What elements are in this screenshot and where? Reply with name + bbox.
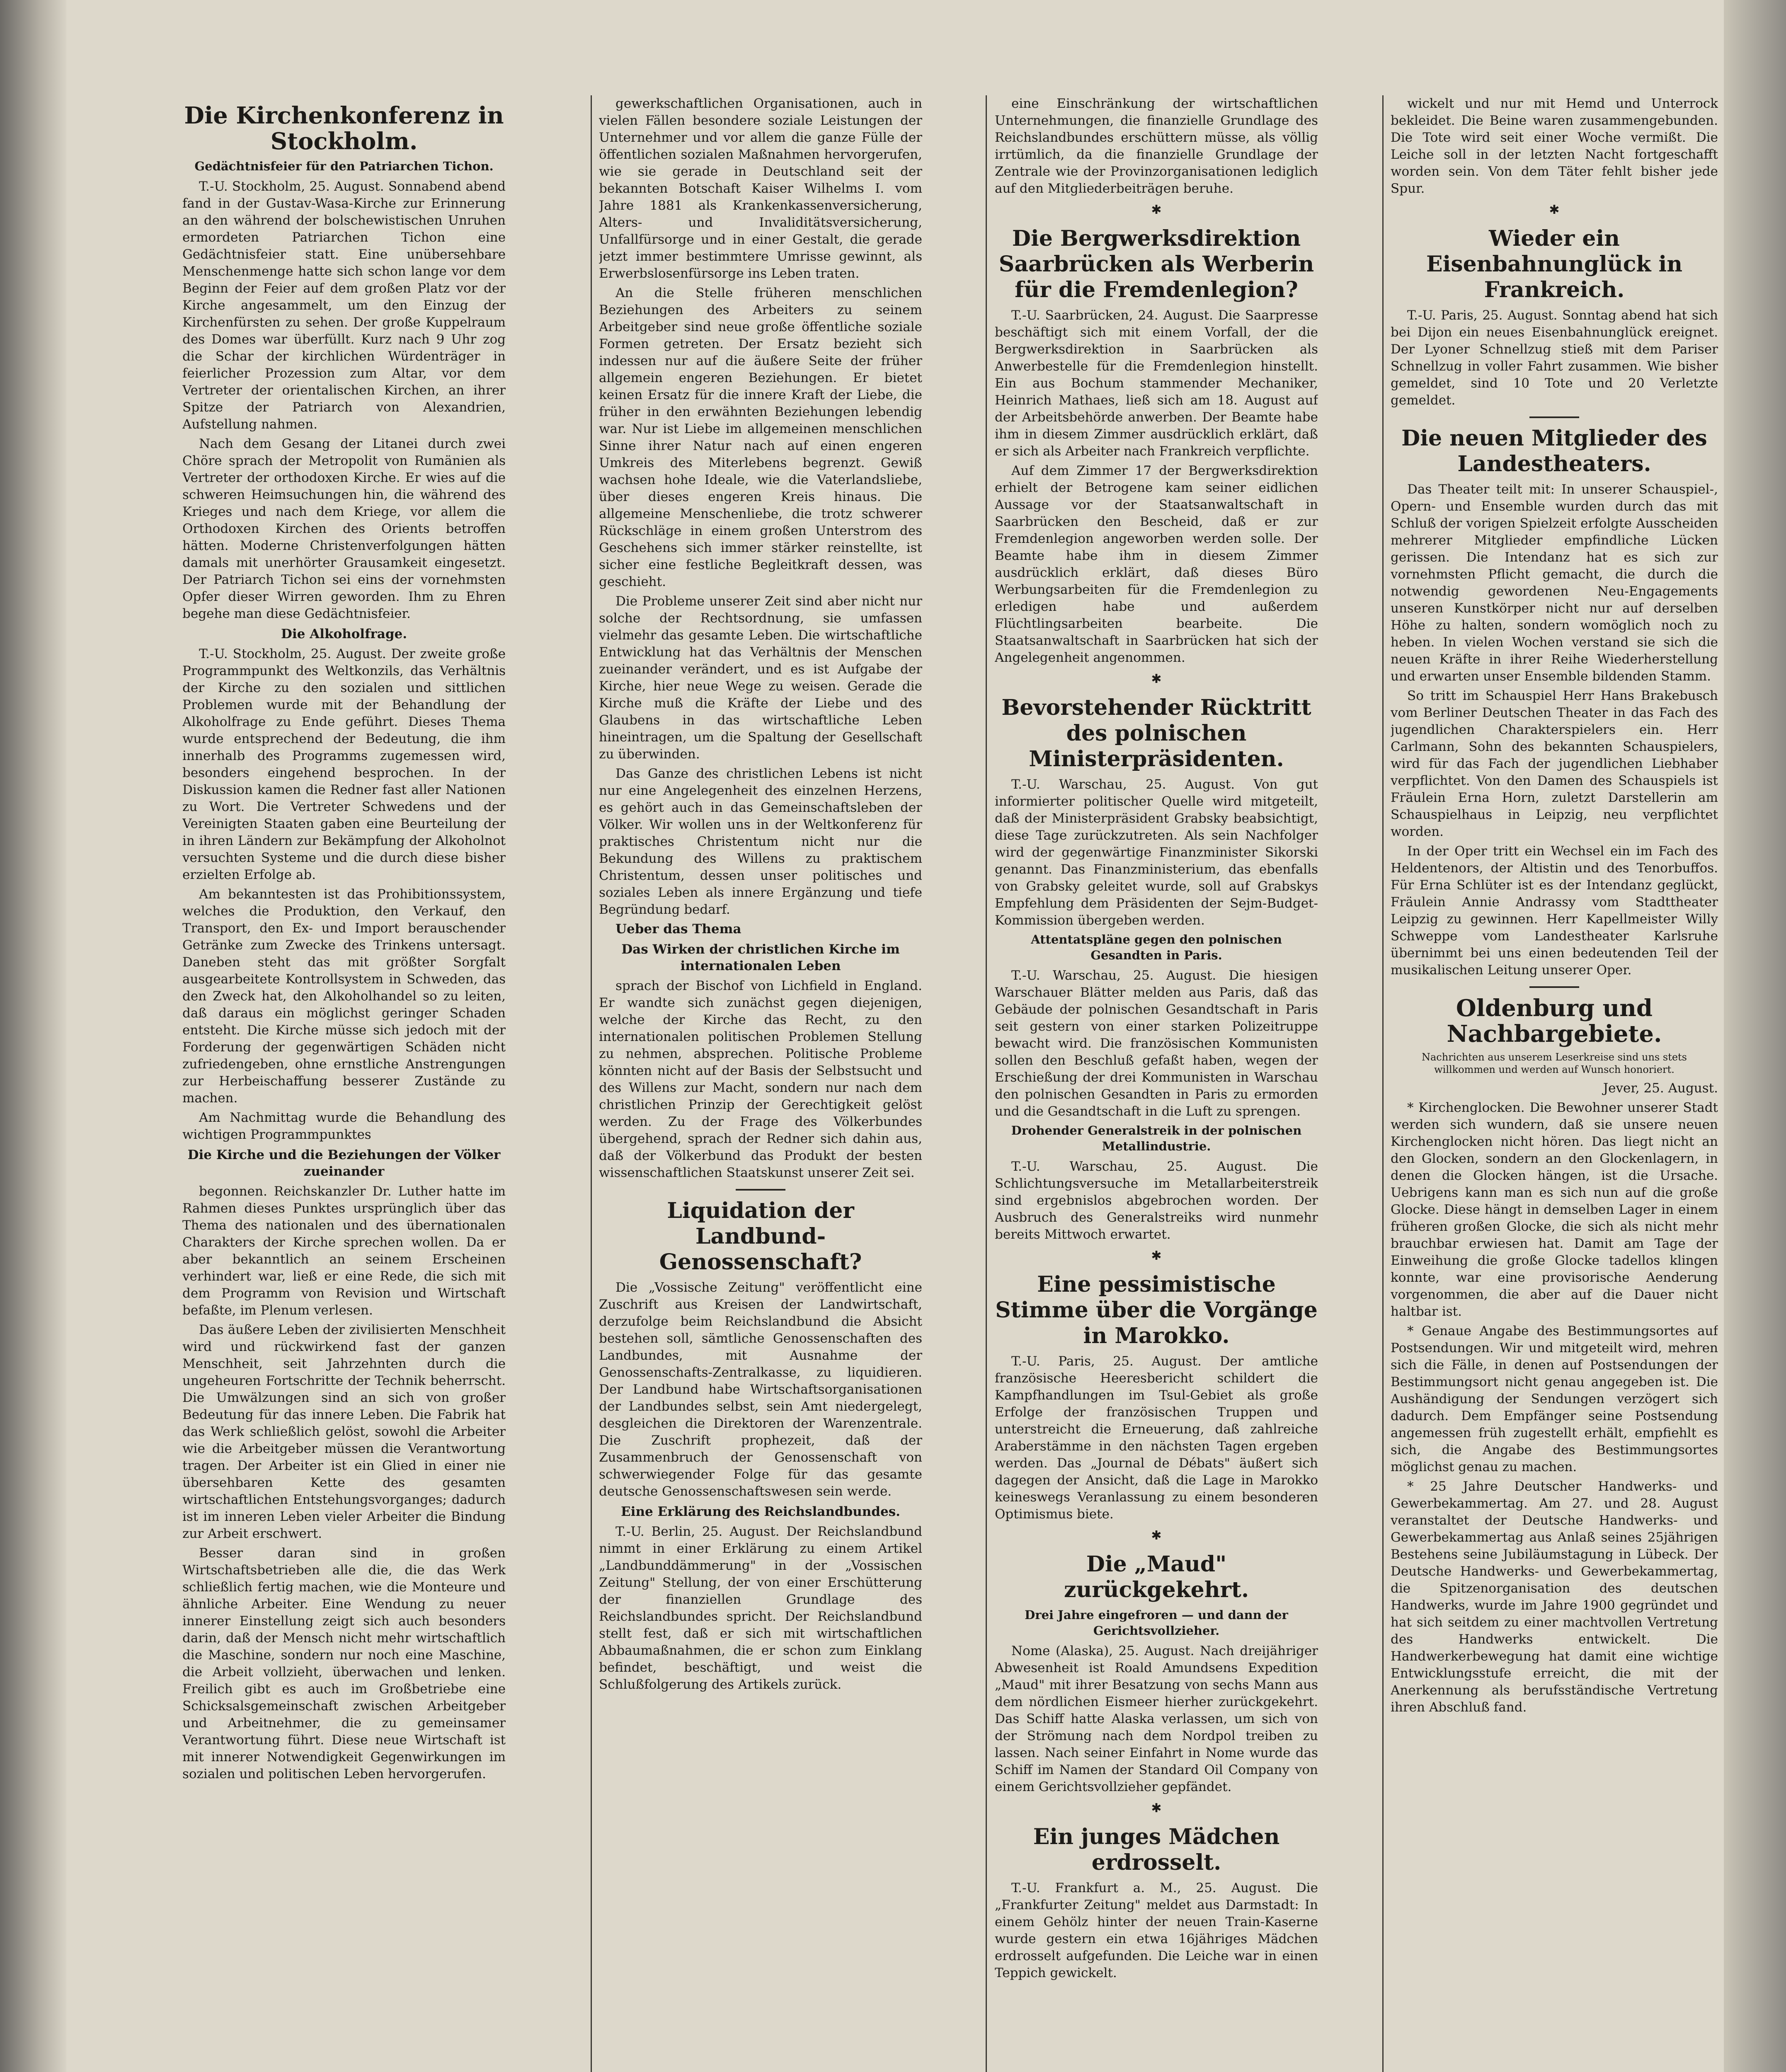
headline-bergwerksdirektion: Die Bergwerksdirektion Saarbrücken als Werberin für die Fremdenlegion? <box>998 226 1314 303</box>
column-1 <box>182 95 506 2072</box>
article-paragraph: T.-U. Saarbrücken, 24. August. Die Saarpresse beschäftigt sich mit einem Vorfall, der die Bergwerksdirektion in Saarbrücken als Anwerbestelle für die Fremdenlegion hinstellt. Ein aus Bochum stammender Mechaniker, Heinrich Mathaes, ließ sich am 18. August auf der Arbeitsbehörde anwerben. Der Beamte habe ihm in diesem Zimmer ausdrücklich erklärt, daß er sich als Arbeiter nach Frankreich verpflichte. <box>995 308 1318 459</box>
article-paragraph: Das Theater teilt mit: In unserer Schauspiel-, Opern- und Ensemble wurden durch das mit Schluß der vorigen Spielzeit erfolgte Ausscheiden mehrerer Mitglieder empfindliche Lücken gerissen. Die Intendanz hat es sich zur vornehmsten Pflicht gemacht, die durch die notwendig gewordenen Neu-Engagements unseren Kunstkörper nicht nur auf derselben Höhe zu halten, sondern womöglich noch zu heben. In vielen Wochen verstand sie sich die neuen Kräfte in ihrer Reihe Wiederherstellung und erwarten unser Ensemble bildenden Stamm. <box>1391 482 1718 684</box>
subheadline-wirken-kirche: Das Wirken der christlichen Kirche im internationalen Leben <box>621 942 900 973</box>
subheadline-erklaerung: Eine Erklärung des Reichslandbundes. <box>621 1504 900 1519</box>
article-paragraph: T.-U. Paris, 25. August. Der amtliche französische Heeresbericht schildert die Kampfhandlungen im Tsul-Gebiet als große Erfolge der französischen Truppen und unterstreicht die Erneuerung, daß zahlreiche Araberstämme in den nächsten Tagen ergeben werden. Das „Journal de Débats" äußert sich dagegen der Ansicht, daß die Lage in Marokko keineswegs Veranlassung zu einem besonderen Optimismus biete. <box>995 1354 1318 1522</box>
article-paragraph: Die Probleme unserer Zeit sind aber nicht nur solche der Rechtsordnung, sie umfassen vielmehr das gesamte Leben. Die wirtschaftliche Entwicklung hat das Verhältnis der Menschen zueinander verändert, und es ist Aufgabe der Kirche, hier neue Wege zu weisen. Gerade die Kirche muß die Kräfte der Liebe und des Glaubens in das wirtschaftliche Leben hineintragen, um die Spaltung der Gesellschaft zu überwinden. <box>599 594 922 762</box>
article-paragraph: Besser daran sind in großen Wirtschaftsbetrieben alle die, die das Werk schließlich fertig machen, wie die Monteure und ähnliche Arbeiter. Eine Wendung zu neuer innerer Einstellung zeigt sich auch besonders darin, daß der Mensch nicht mehr wirtschaftlich die Maschine, sondern nur noch eine Maschine, die Arbeit vollzieht, überwachen und lenken. Freilich gibt es auch im Großbetriebe eine Schicksalsgemeinschaft zwischen Arbeitgeber und Arbeitnehmer, die zu gemeinsamer Verantwortung führt. Diese neue Wirtschaft ist mit innerer Notwendigkeit Gegenwirkungen im sozialen und politischen Leben hervorgerufen. <box>182 1546 506 1782</box>
article-paragraph: T.-U. Frankfurt a. M., 25. August. Die „Frankfurter Zeitung" meldet aus Darmstadt: In einem Gehölz hinter der neuen Train-Kaserne wurde gestern ein etwa 16jähriges Mädchen erdrosselt aufgefunden. Die Leiche war in einen Teppich gewickelt. <box>995 1881 1318 1980</box>
article-paragraph: Nome (Alaska), 25. August. Nach dreijähriger Abwesenheit ist Roald Amundsens Expedition „Maud" mit ihrer Besatzung von sechs Mann aus dem nördlichen Eismeer hierher zurückgekehrt. Das Schiff hatte Alaska verlassen, um sich von der Strömung nach dem Nordpol treiben zu lassen. Nach seiner Einfahrt in Nome wurde das Schiff im Namen der Standard Oil Company von einem Gerichtsvollzieher gepfändet. <box>995 1644 1318 1794</box>
separator-star: ✱ <box>1151 1801 1162 1815</box>
article-paragraph: T.-U. Stockholm, 25. August. Sonnabend abend fand in der Gustav-Wasa-Kirche zur Erinnerung an den während der bolschewistischen Unruhen ermordeten Patriarchen Tichon eine Gedächtnisfeier statt. Eine unübersehbare Menschenmenge hatte sich schon lange vor dem Beginn der Feier auf dem großen Platz vor der Kirche angesammelt, um den Einzug der Kirchenfürsten zu sehen. Der große Kuppelraum des Domes war überfüllt. Kurz nach 9 Uhr zog die Schar der kirchlichen Würdenträger in feierlicher Prozession zum Altar, vor dem Vertreter der orientalischen Kirchen, an ihrer Spitze der Patriarch von Alexandrien, Aufstellung nahmen. <box>182 179 506 432</box>
column-rule <box>986 95 987 2072</box>
article-paragraph: T.-U. Warschau, 25. August. Von gut informierter politischer Quelle wird mitgeteilt, daß der Ministerpräsident Grabsky beabsichtigt, diese Tage zurückzutreten. Als sein Nachfolger wird der gegenwärtige Finanzminister Sikorski genannt. Das Finanzministerium, das ebenfalls von Grabsky geleitet wurde, soll auf Grabskys Empfehlung dem Präsidenten der Sejm-Budget-Kommission übergeben werden. <box>995 777 1318 928</box>
headline-marokko: Eine pessimistische Stimme über die Vorgänge in Marokko. <box>995 1272 1318 1348</box>
article-paragraph: T.-U. Stockholm, 25. August. Der zweite große Programmpunkt des Weltkonzils, das Verhältnis der Kirche zu den sozialen und sittlichen Problemen wurde mit der Behandlung der Alkoholfrage zu Ende geführt. Dieses Thema wurde entsprechend der Bedeutung, die ihm innerhalb des Programms zugemessen wird, besonders eingehend besprochen. In der Diskussion kamen die Redner fast aller Nationen zu Wort. Die Vertreter Schwedens und der Vereinigten Staaten gaben eine Beurteilung der in ihren Ländern zur Bekämpfung der Alkoholnot versuchten Systeme und die durch diese bisher erzielten Erfolge ab. <box>182 646 506 882</box>
headline-ruecktritt: Bevorstehender Rücktritt des polnischen Ministerpräsidenten. <box>1001 695 1311 772</box>
article-paragraph: T.-U. Warschau, 25. August. Die Schlichtungsversuche im Metallarbeiterstreik sind ergebnislos abgebrochen worden. Der Ausbruch des Generalstreiks wird nunmehr bereits Mittwoch erwartet. <box>995 1159 1318 1242</box>
reader-note: Nachrichten aus unserem Leserkreise sind uns stets willkommen und werden auf Wunsch honoriert. <box>1422 1051 1687 1075</box>
separator-star: ✱ <box>1151 203 1162 217</box>
article-paragraph: T.-U. Paris, 25. August. Sonntag abend hat sich bei Dijon ein neues Eisenbahnunglück ereignet. Der Lyoner Schnellzug stieß mit dem Pariser Schnellzug in voller Fahrt zusammen. Wie bisher gemeldet, sind 10 Tote und 20 Verletzte gemeldet. <box>1391 308 1718 408</box>
headline-liquidation: Liquidation der Landbund-Genossenschaft? <box>659 1198 862 1275</box>
binding-gutter <box>0 0 66 2072</box>
separator-star: ✱ <box>1549 203 1560 217</box>
subheadline-generalstreik: Drohender Generalstreik in der polnischen Metallindustrie. <box>1011 1123 1302 1153</box>
headline-oldenburg: Oldenburg und Nachbargebiete. <box>1447 995 1662 1048</box>
article-paragraph: In der Oper tritt ein Wechsel ein im Fach des Heldentenors, der Altistin und des Tenorbuffos. Für Erna Schlüter ist es der Intendanz geglückt, Fräulein Annie Andrassy vom Stadttheater Leipzig zu gewinnen. Herr Kapellmeister Willy Schweppe vom Landestheater Karlsruhe übernimmt bei uns einen bedeutenden Teil der musikalischen Leitung unserer Oper. <box>1391 844 1718 978</box>
subheadline-maud: Drei Jahre eingefroren — und dann der Gerichtsvollzieher. <box>1025 1608 1288 1638</box>
article-paragraph: Nach dem Gesang der Litanei durch zwei Chöre sprach der Metropolit von Rumänien als Vertreter der orthodoxen Kirche. Er wies auf die schweren Heimsuchungen hin, die während des Krieges und nach dem Kriege, vor allem die Orthodoxen Kirchen des Orients betroffen hätten. Moderne Christenverfolgungen hätten damals mit unerhörter Grausamkeit eingesetzt. Der Patriarch Tichon sei eins der vornehmsten Opfer dieser Wirren geworden. Ihm zu Ehren begehe man diese Gedächtnisfeier. <box>182 436 506 621</box>
separator-star: ✱ <box>1151 672 1162 686</box>
headline-kirchenkonferenz: Die Kirchenkonferenz in Stockholm. <box>184 102 504 155</box>
separator-star: ✱ <box>1151 1528 1162 1543</box>
article-paragraph: T.-U. Berlin, 25. August. Der Reichslandbund nimmt in einer Erklärung zu einem Artikel „Landbunddämmerung" in der „Vossischen Zeitung" Stellung, der von einer Erschütterung der finanziellen Grundlage des Reichslandbundes spricht. Der Reichslandbund stellt fest, daß er sich mit wirtschaftlichen Abbaumaßnahmen, die er schon zum Einklang befindet, beschäftigt, und weist die Schlußfolgerung des Artikels zurück. <box>599 1524 922 1692</box>
page-edge <box>1724 0 1786 2072</box>
column-2 <box>599 95 922 2072</box>
article-paragraph: Auf dem Zimmer 17 der Bergwerksdirektion erhielt der Betrogene kam seiner eidlichen Aussage vor der Staatsanwaltschaft in Saarbrücken den Bescheid, daß er zur Fremdenlegion angeworben werden solle. Der Beamte habe ihm in diesem Zimmer ausdrücklich erklärt, daß dieses Büro Werbungsarbeiten für die Fremdenlegion zu erledigen habe und außerdem Flüchtlingsarbeiten bearbeite. Die Staatsanwaltschaft in Saarbrücken hat sich der Angelegenheit angenommen. <box>995 463 1318 665</box>
headline-alkoholfrage: Die Alkoholfrage. <box>281 627 407 641</box>
article-paragraph: Das äußere Leben der zivilisierten Menschheit wird und rückwirkend fast der ganzen Menschheit, seit Jahrzehnten durch die ungeheuren Fortschritte der Technik beherrscht. Die Umwälzungen sind an sich von großer Bedeutung für das innere Leben. Die Fabrik hat das Werk schließlich gelöst, sowohl die Arbeiter wie die Arbeitgeber müssen die Verantwortung tragen. Der Arbeiter ist ein Glied in einer nie übersehbaren Kette des gesamten wirtschaftlichen Entstehungsvorganges; dadurch ist im inneren Leben vieler Arbeiter die Bindung zur Arbeit erschwert. <box>182 1322 506 1541</box>
article-paragraph: * Genaue Angabe des Bestimmungsortes auf Postsendungen. Wir und mitgeteilt wird, mehren sich die Fälle, in denen auf Postsendungen der Bestimmungsort nicht genau angegeben ist. Die Aushändigung der Sendungen verzögert sich dadurch. Dem Empfänger seine Postsendung angemessen früh zugestellt erhält, empfiehlt es sich, die Angabe des Bestimmungsortes möglichst genau zu machen. <box>1391 1324 1718 1474</box>
subheadline-gedaechtnisfeier: Gedächtnisfeier für den Patriarchen Tichon. <box>194 159 494 173</box>
headline-maud: Die „Maud" zurückgekehrt. <box>1064 1552 1249 1602</box>
column-4 <box>1391 95 1718 2072</box>
article-paragraph: begonnen. Reichskanzler Dr. Luther hatte im Rahmen dieses Punktes ursprünglich über das Thema des nationalen und des übernationalen Charakters der Kirche sprechen wollen. Da er aber bekanntlich an seinem Erscheinen verhindert war, ließ er eine Rede, die sich mit dem Programm von Revision und Wirtschaft befaßte, im Plenum verlesen. <box>182 1184 506 1318</box>
headline-eisenbahnunglueck: Wieder ein Eisenbahnunglück in Frankreich. <box>1426 226 1683 303</box>
column-3 <box>995 95 1318 2072</box>
separator <box>1529 986 1579 988</box>
dateline: Jever, 25. August. <box>1603 1081 1718 1096</box>
headline-landestheater: Die neuen Mitglieder des Landestheaters. <box>1401 426 1707 477</box>
article-paragraph: Am bekanntesten ist das Prohibitionssystem, welches die Produktion, den Verkauf, den Transport, den Ex- und Import berauschender Getränke zum Zwecke des Trinkens untersagt. Daneben steht das mit größter Sorgfalt ausgearbeitete Kontrollsystem in Schweden, das den Zweck hat, den Alkoholhandel so zu leiten, daß daraus ein möglichst geringer Schaden entsteht. Die Kirche müsse sich jedoch mit der Forderung der gegenwärtigen Schäden nicht zufriedengeben, ohne ernstliche Anstrengungen zur Herbeischaffung besserer Zustände zu machen. <box>182 887 506 1106</box>
separator <box>1529 416 1579 418</box>
article-paragraph: Am Nachmittag wurde die Behandlung des wichtigen Programmpunktes <box>182 1110 506 1142</box>
separator <box>736 1189 785 1191</box>
article-paragraph: An die Stelle früheren menschlichen Beziehungen des Arbeiters zu seinem Arbeitgeber sind neue große öffentliche soziale Formen getreten. Der Ersatz bezieht sich indessen nur auf die äußere Seite der früher allgemein engeren Beziehungen. Er bietet keinen Ersatz für die innere Kraft der Liebe, die früher in den erwähnten Beziehungen lebendig war. Nur ist Liebe im allgemeinen menschlichen Sinne ihrer Natur nach auf einen engeren Umkreis des Miterlebens begrenzt. Gewiß wachsen hohe Ideale, wie die Vaterlandsliebe, über dieses engeren Kreis hinaus. Die allgemeine Menschenliebe, die trotz schwerer Rückschläge in einem großen Unterstrom des Geschehens sich immer stärker reinstellte, ist sicher eine festliche Begleitkraft dessen, was geschieht. <box>599 286 922 589</box>
article-paragraph: wickelt und nur mit Hemd und Unterrock bekleidet. Die Beine waren zusammengebunden. Die Tote wird seit einer Woche vermißt. Die Leiche soll in der letzten Nacht fortgeschafft worden sein. Von dem Täter fehlt bisher jede Spur. <box>1391 96 1718 196</box>
article-paragraph: eine Einschränkung der wirtschaftlichen Unternehmungen, die finanzielle Grundlage des Reichslandbundes erschüttern müsse, als völlig irrtümlich, da die finanzielle Grundlage der Zentrale wie der Provinzorganisationen lediglich auf den Mitgliederbeiträgen beruhe. <box>995 96 1318 196</box>
article-paragraph: * Kirchenglocken. Die Bewohner unserer Stadt werden sich wundern, daß sie unsere neuen Kirchenglocken nicht hören. Das liegt nicht an den Glocken, sondern an den Glockenlagern, in denen die Glocken hängen, ist die Ursache. Uebrigens kann man es sich nun auf die große Glocke. Diese hängt in demselben Lager in einem früheren großen Glocke, die sich als nicht mehr brauchbar erwiesen hat. Damit am Tage der Einweihung die große Glocke tadellos klingen konnte, war eine provisorische Aenderung vorgenommen, die aber auf die Dauer nicht haltbar ist. <box>1391 1100 1718 1319</box>
column-rule <box>591 95 592 2072</box>
article-paragraph: * 25 Jahre Deutscher Handwerks- und Gewerbekammertag. Am 27. und 28. August veranstaltet der Deutsche Handwerks- und Gewerbekammertag aus Anlaß seines 25jährigen Bestehens seine Jubiläumstagung in Lübeck. Der Deutsche Handwerks- und Gewerbekammertag, die Spitzenorganisation des deutschen Handwerks, wurde im Jahre 1900 gegründet und hat sich seitdem zu einer machtvollen Vertretung des Handwerks entwickelt. Die Handwerkerbewegung hat damit eine wichtige Entwicklungsstufe erreicht, die mit der Anerkennung als berufsständische Vertretung ihren Abschluß fand. <box>1391 1479 1718 1715</box>
column-rule <box>1382 95 1384 2072</box>
separator-star: ✱ <box>1151 1249 1162 1263</box>
article-paragraph: T.-U. Warschau, 25. August. Die hiesigen Warschauer Blätter melden aus Paris, daß das Gebäude der polnischen Gesandtschaft in Paris seit gestern von einer starken Polizeitruppe bewacht wird. Die französischen Kommunisten sollen den Beschluß gefaßt haben, wegen der Erschießung der drei Kommunisten in Warschau den polnischen Gesandten in Paris zu ermorden und die Gesandtschaft in die Luft zu sprengen. <box>995 968 1318 1119</box>
subheadline-attentat: Attentatspläne gegen den polnischen Gesandten in Paris. <box>1031 932 1282 962</box>
article-paragraph: gewerkschaftlichen Organisationen, auch in vielen Fällen besondere soziale Leistungen der Unternehmer und vor allem die ganze Fülle der öffentlichen sozialen Maßnahmen hervorgerufen, wie sie gerade in Deutschland seit der bekannten Botschaft Kaiser Wilhelms I. vom Jahre 1881 als Krankenkassenversicherung, Alters- und Invaliditätsversicherung, Unfallfürsorge und in einer Gestalt, die gerade jetzt immer bestimmtere Umrisse gewinnt, als Erwerbslosenfürsorge ins Leben traten. <box>599 96 922 281</box>
subheadline-voelker: Die Kirche und die Beziehungen der Völker zueinander <box>187 1147 501 1179</box>
article-paragraph: Die „Vossische Zeitung" veröffentlicht eine Zuschrift aus Kreisen der Landwirtschaft, derzufolge beim Reichslandbund die Absicht bestehen soll, sämtliche Genossenschaften des Landbundes, mit Ausnahme der Genossenschafts-Zentralkasse, zu liquidieren. Der Landbund habe Wirtschaftsorganisationen der Landbundes selbst, sein Amt niedergelegt, desgleichen die Direktoren der Warenzentrale. Die Zuschrift prophezeit, daß der Zusammenbruch der Genossenschaft von schwerwiegender Folge für das gesamte deutsche Genossenschaftswesen sein werde. <box>599 1280 922 1499</box>
headline-erdrosselt: Ein junges Mädchen erdrosselt. <box>1033 1824 1280 1875</box>
article-paragraph: sprach der Bischof von Lichfield in England. Er wandte sich zunächst gegen diejenigen, welche der Kirche das Recht, zu den internationalen politischen Problemen Stellung zu nehmen, absprechen. Politische Probleme könnten nicht auf der Basis der Selbstsucht und des Willens zur Macht, sondern nur nach dem christlichen Prinzip der Gerechtigkeit gelöst werden. Zu der Frage des Völkerbundes übergehend, sprach der Redner sich dahin aus, daß der Völkerbund das Produkt der besten wissenschaftlichen Staatskunst unserer Zeit sei. <box>599 978 922 1180</box>
article-paragraph: Das Ganze des christlichen Lebens ist nicht nur eine Angelegenheit des einzelnen Herzens, es gehört auch in das Gemeinschaftsleben der Völker. Wir wollen uns in der Weltkonferenz für praktisches Christentum nicht nur die Bekundung des Willens zu praktischem Christentum, dessen unser politisches und soziales Leben als innere Ergänzung und tiefe Begründung bedarf. <box>599 766 922 917</box>
article-paragraph: So tritt im Schauspiel Herr Hans Brakebusch vom Berliner Deutschen Theater in das Fach des jugendlichen Charakterspielers ein. Herr Carlmann, Sohn des bekannten Schauspielers, wird für das Fach der jugendlichen Liebhaber verpflichtet. Von den Damen des Schauspiels ist Fräulein Erna Horn, zuletzt Darstellerin am Schauspielhaus in Leipzig, neu verpflichtet worden. <box>1391 688 1718 839</box>
article-paragraph: Ueber das Thema <box>616 922 742 937</box>
